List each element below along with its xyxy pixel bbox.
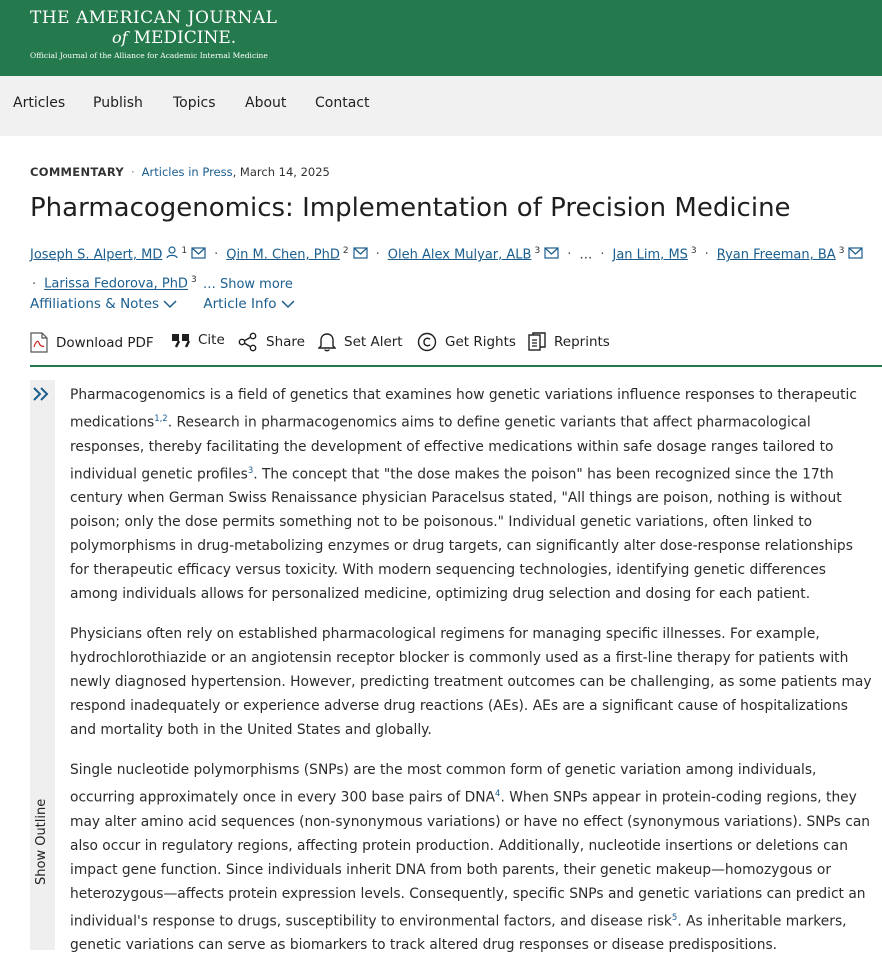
double-chevron-right-icon[interactable] [32,386,50,402]
article-toolbar [30,330,882,367]
nav-contact[interactable]: Contact [315,95,370,111]
outline-sidebar[interactable] [30,380,55,950]
article-info-toggle[interactable]: Article Info [203,296,294,312]
nav-publish[interactable]: Publish [93,95,143,111]
bell-icon [318,332,336,352]
author-name[interactable]: Ryan Freeman, BA [716,247,836,263]
reprints-icon [528,332,546,352]
chevron-down-icon [163,300,177,309]
author-list: Joseph S. Alpert, MD $^1$ · Qin M. Chen, PhD $^2$ · Oleh Alex Mulyar, ALB $^3$ · … · Jan Lim, MS $^3$ · Ryan Freeman, BA $^3$ · Larissa Fedorova, PhD $^3$ … Show more [30,239,882,297]
article-links [30,296,317,312]
email-icon[interactable] [191,244,206,268]
body-paragraph: Pharmacogenomics is a field of genetics that examines how genetic variations influence responses to therapeutic medications$^{1,2}$. Research in pharmacogenomics aims to define genetic variants that affect pharmacological responses, thereby facilitating the development of effective medications within safe dosage ranges tailored to individual genetic profiles$^3$. The concept that "the dose makes the poison" has been recognized since the 17th century when German Swiss Renaissance physician Paracelsus stated, "All things are poison, nothing is without poison; only the dose permits something not to be poisonous." Individual genetic variations, often linked to polymorphisms in drug-metabolizing enzymes or drug targets, can significantly alter dose-response relationships for therapeutic efficacy versus toxicity. With modern sequencing technologies, identifying genetic differences among individuals allows for personalized medicine, optimizing drug selection and dosing for each patient. [70,387,857,603]
body-paragraph: Physicians often rely on established pharmacological regimens for managing specific illnesses. For example, hydrochlorothiazide or an angiotensin receptor blocker is commonly used as a first-line therapy for patients with newly diagnosed hypertension. However, predicting treatment outcomes can be challenging, as some patients may respond inadequately or experience adverse drug reactions (AEs). AEs are a significant cause of hospitalizations and mortality both in the United States and globally. [70,626,872,739]
email-icon[interactable] [353,244,368,268]
author-name[interactable]: Jan Lim, MS [612,247,688,263]
nav-topics[interactable]: Topics [173,95,216,111]
article-type: COMMENTARY [30,165,124,179]
article-date: , March 14, 2025 [232,165,330,179]
journal-tagline: Official Journal of the Alliance for Academic Internal Medicine [30,51,268,60]
nav-articles[interactable]: Articles [13,95,66,111]
quote-icon [171,333,190,348]
journal-logo[interactable] [30,8,277,62]
share-button[interactable]: Share [238,332,305,352]
body-paragraph: Single nucleotide polymorphisms (SNPs) are the most common form of genetic variation among individuals, occurring approximately once in every 300 base pairs of DNA$^4$. When SNPs appear in protein-coding regions, they may alter amino acid sequences (non-synonymous variations) or have no effect (synonymous variations). SNPs can also occur in regulatory regions, affecting protein production. Additionally, nucleotide insertions or deletions can impact gene function. Since individuals inherit DNA from both parents, their genetic makeup—homozygous or heterozygous—affects protein expression levels. Consequently, specific SNPs and genetic variations can predict an individual's response to drugs, susceptibility to environmental factors, and disease risk$^5$. As inheritable markers, genetic variations can serve as biomarkers to track altered drug responses or disease predispositions. [70,762,871,954]
author-name[interactable]: Oleh Alex Mulyar, ALB [387,247,532,263]
get-rights-button[interactable]: Get Rights [417,332,516,352]
copyright-icon [417,332,437,352]
pdf-icon [30,332,48,353]
email-icon[interactable] [848,244,863,268]
main-nav [0,76,882,136]
affiliations-toggle[interactable]: Affiliations & Notes [30,296,177,312]
article-body [70,383,875,973]
article-title: Pharmacogenomics: Implementation of Precision Medicine [30,193,791,223]
reference-link[interactable]: 5 [671,912,678,923]
reference-link[interactable]: 4 [495,789,501,800]
article-meta: COMMENTARY · Articles in Press, March 14, 2025 [30,165,330,179]
show-more-authors[interactable]: … Show more [202,276,293,292]
show-outline-label[interactable]: Show Outline [34,798,49,885]
reference-link[interactable]: 3 [247,465,254,476]
author-name[interactable]: Larissa Fedorova, PhD [44,276,188,292]
journal-name-line1: THE AMERICAN JOURNAL [30,8,278,28]
author-name[interactable]: Joseph S. Alpert, MD [30,247,163,263]
download-pdf-button[interactable]: Download PDF [30,332,154,353]
author-ellipsis: … [579,247,593,263]
cite-button[interactable]: Cite [171,332,225,348]
articles-in-press-link[interactable]: Articles in Press [141,165,233,179]
person-icon[interactable] [166,244,178,268]
chevron-down-icon [281,300,295,309]
email-icon[interactable] [544,244,559,268]
journal-name-line2: MEDICINE. [133,28,237,48]
share-icon [238,332,258,352]
reference-link[interactable]: 1,2 [154,414,168,424]
reprints-button[interactable]: Reprints [528,332,610,352]
journal-name-of: of [112,28,128,47]
nav-about[interactable]: About [245,95,287,111]
set-alert-button[interactable]: Set Alert [318,332,403,352]
journal-header [0,0,882,76]
author-name[interactable]: Qin M. Chen, PhD [226,247,340,263]
